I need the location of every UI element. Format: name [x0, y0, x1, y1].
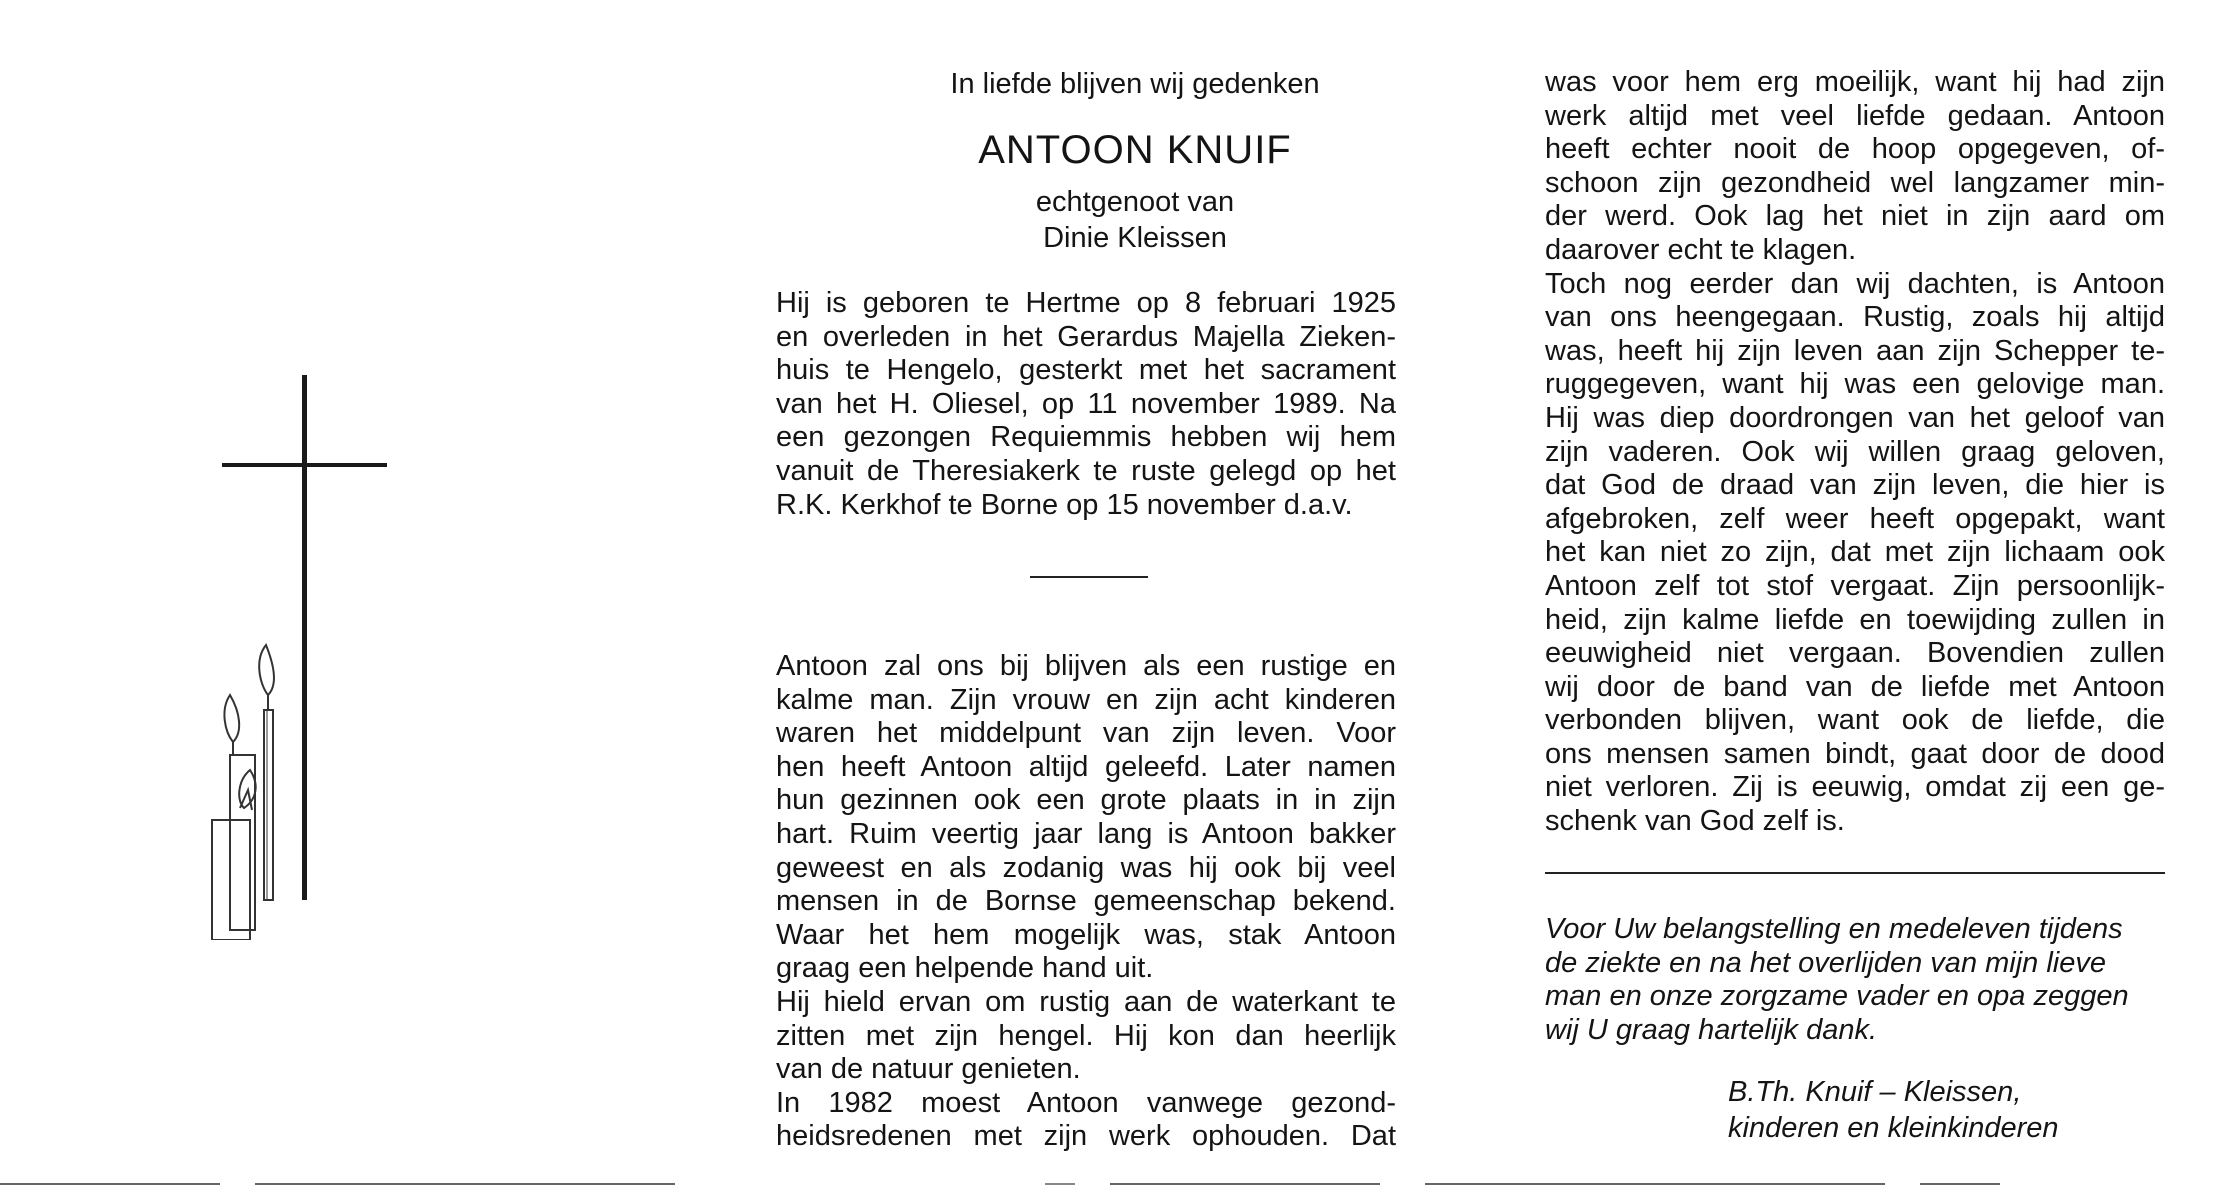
spouse-name: Dinie Kleissen: [1043, 222, 1227, 254]
long-divider: [1545, 872, 2165, 874]
deceased-name: ANTOON KNUIF: [978, 128, 1292, 172]
text-line: heeft echter nooit de hoop opgegeven, of-: [1545, 133, 2165, 166]
text-line: en overleden in het Gerardus Majella Zieken-: [776, 320, 1396, 353]
text-line: afgebroken, zelf weer heeft opgepakt, want: [1545, 502, 2165, 535]
text-line: daarover echt te klagen.: [1545, 233, 1857, 266]
text-line: graag een helpende hand uit.: [776, 952, 1154, 985]
text-line: ons mensen samen bindt, gaat door de dood: [1545, 737, 2165, 770]
text-line: mensen in de Bornse gemeenschap bekend.: [776, 885, 1396, 918]
signature-block: [1728, 1074, 2188, 1146]
text-line: Hij was diep doordrongen van het geloof van: [1545, 401, 2165, 434]
cross-with-candles-illustration: [200, 360, 420, 940]
continuation-paragraph: [1545, 66, 2165, 839]
text-line: de ziekte en na het overlijden van mijn lieve: [1545, 946, 2106, 979]
bottom-edge-line: [255, 1183, 675, 1185]
text-line: heid, zijn kalme liefde en toewijding zullen in: [1545, 603, 2165, 636]
text-line: eeuwigheid niet vergaan. Bovendien zullen: [1545, 637, 2165, 670]
text-line: schenk van God zelf is.: [1545, 805, 1845, 838]
text-line: hart. Ruim veertig jaar lang is Antoon bakker: [776, 817, 1396, 850]
text-line: werk altijd met veel liefde gedaan. Antoon: [1545, 99, 2165, 132]
text-line: man en onze zorgzame vader en opa zeggen: [1545, 980, 2129, 1013]
bottom-edge-line: [1045, 1183, 1075, 1185]
text-line: zijn vaderen. Ook wij willen graag geloven,: [1545, 435, 2165, 468]
text-line: geweest en als zodanig was hij ook bij veel: [776, 851, 1396, 884]
text-line: van ons heengegaan. Rustig, zoals hij altijd: [1545, 301, 2165, 334]
candles-icon: [212, 645, 274, 940]
text-line: een gezongen Requiemmis hebben wij hem: [776, 421, 1396, 454]
text-line: Voor Uw belangstelling en medeleven tijdens: [1545, 913, 2123, 945]
intro-line: In liefde blijven wij gedenken: [950, 68, 1320, 100]
text-line: Antoon zal ons bij blijven als een rustige en: [776, 650, 1396, 682]
text-line: zitten met zijn hengel. Hij kon dan heerlijk: [776, 1019, 1396, 1052]
bottom-edge-line: [0, 1183, 220, 1185]
text-line: wij U graag hartelijk dank.: [1545, 1013, 1878, 1046]
text-line: het kan niet zo zijn, dat met zijn lichaam ook: [1545, 536, 2165, 569]
birth-death-paragraph: [776, 287, 1396, 522]
cross-icon: [222, 375, 387, 900]
text-line: verbonden blijven, want ook de liefde, die: [1545, 704, 2165, 737]
text-line: vanuit de Theresiakerk te ruste gelegd op het: [776, 454, 1396, 487]
text-line: was, heeft hij zijn leven aan zijn Schepper te-: [1545, 334, 2165, 367]
spouse-label: echtgenoot van: [1035, 186, 1235, 218]
text-line: der werd. Ook lag het niet in zijn aard om: [1545, 200, 2165, 233]
thanks-paragraph: [1545, 913, 2185, 1047]
spouse-block: [845, 184, 1425, 256]
signature-name: B.Th. Knuif – Kleissen,: [1728, 1076, 2022, 1108]
text-line: huis te Hengelo, gesterkt met het sacrament: [776, 354, 1396, 387]
text-line: waren het middelpunt van zijn leven. Voor: [776, 717, 1396, 750]
text-line: ruggegeven, want hij was een gelovige man.: [1545, 368, 2165, 401]
text-line: In 1982 moest Antoon vanwege gezond-: [776, 1086, 1396, 1119]
text-line: R.K. Kerkhof te Borne op 15 november d.a.v.: [776, 488, 1353, 521]
text-line: kalme man. Zijn vrouw en zijn acht kinderen: [776, 683, 1396, 716]
text-line: heidsredenen met zijn werk ophouden. Dat: [776, 1120, 1396, 1153]
text-line: van de natuur genieten.: [776, 1053, 1081, 1086]
text-line: dat God de draad van zijn leven, die hier is: [1545, 469, 2165, 502]
text-line: Waar het hem mogelijk was, stak Antoon: [776, 918, 1396, 951]
bottom-edge-line: [1110, 1183, 1380, 1185]
bottom-edge-line: [1425, 1183, 1885, 1185]
text-line: hun gezinnen ook een grote plaats in in zijn: [776, 784, 1396, 817]
short-divider: [1030, 576, 1148, 578]
text-line: Antoon zelf tot stof vergaat. Zijn persoonlijk-: [1545, 569, 2165, 602]
text-line: schoon zijn gezondheid wel langzamer min-: [1545, 166, 2165, 199]
signature-family: kinderen en kleinkinderen: [1728, 1112, 2059, 1144]
text-line: hen heeft Antoon altijd geleefd. Later namen: [776, 750, 1396, 783]
memory-paragraph: [776, 650, 1396, 1154]
text-line: was voor hem erg moeilijk, want hij had zijn: [1545, 66, 2165, 98]
text-line: Hij is geboren te Hertme op 8 februari 1925: [776, 287, 1396, 319]
bottom-edge-line: [1920, 1183, 2000, 1185]
text-line: van het H. Oliesel, op 11 november 1989. Na: [776, 387, 1396, 420]
text-line: wij door de band van de liefde met Antoon: [1545, 670, 2165, 703]
text-line: Hij hield ervan om rustig aan de waterkant te: [776, 985, 1396, 1018]
text-line: Toch nog eerder dan wij dachten, is Antoon: [1545, 267, 2165, 300]
text-line: niet verloren. Zij is eeuwig, omdat zij een ge-: [1545, 771, 2165, 804]
